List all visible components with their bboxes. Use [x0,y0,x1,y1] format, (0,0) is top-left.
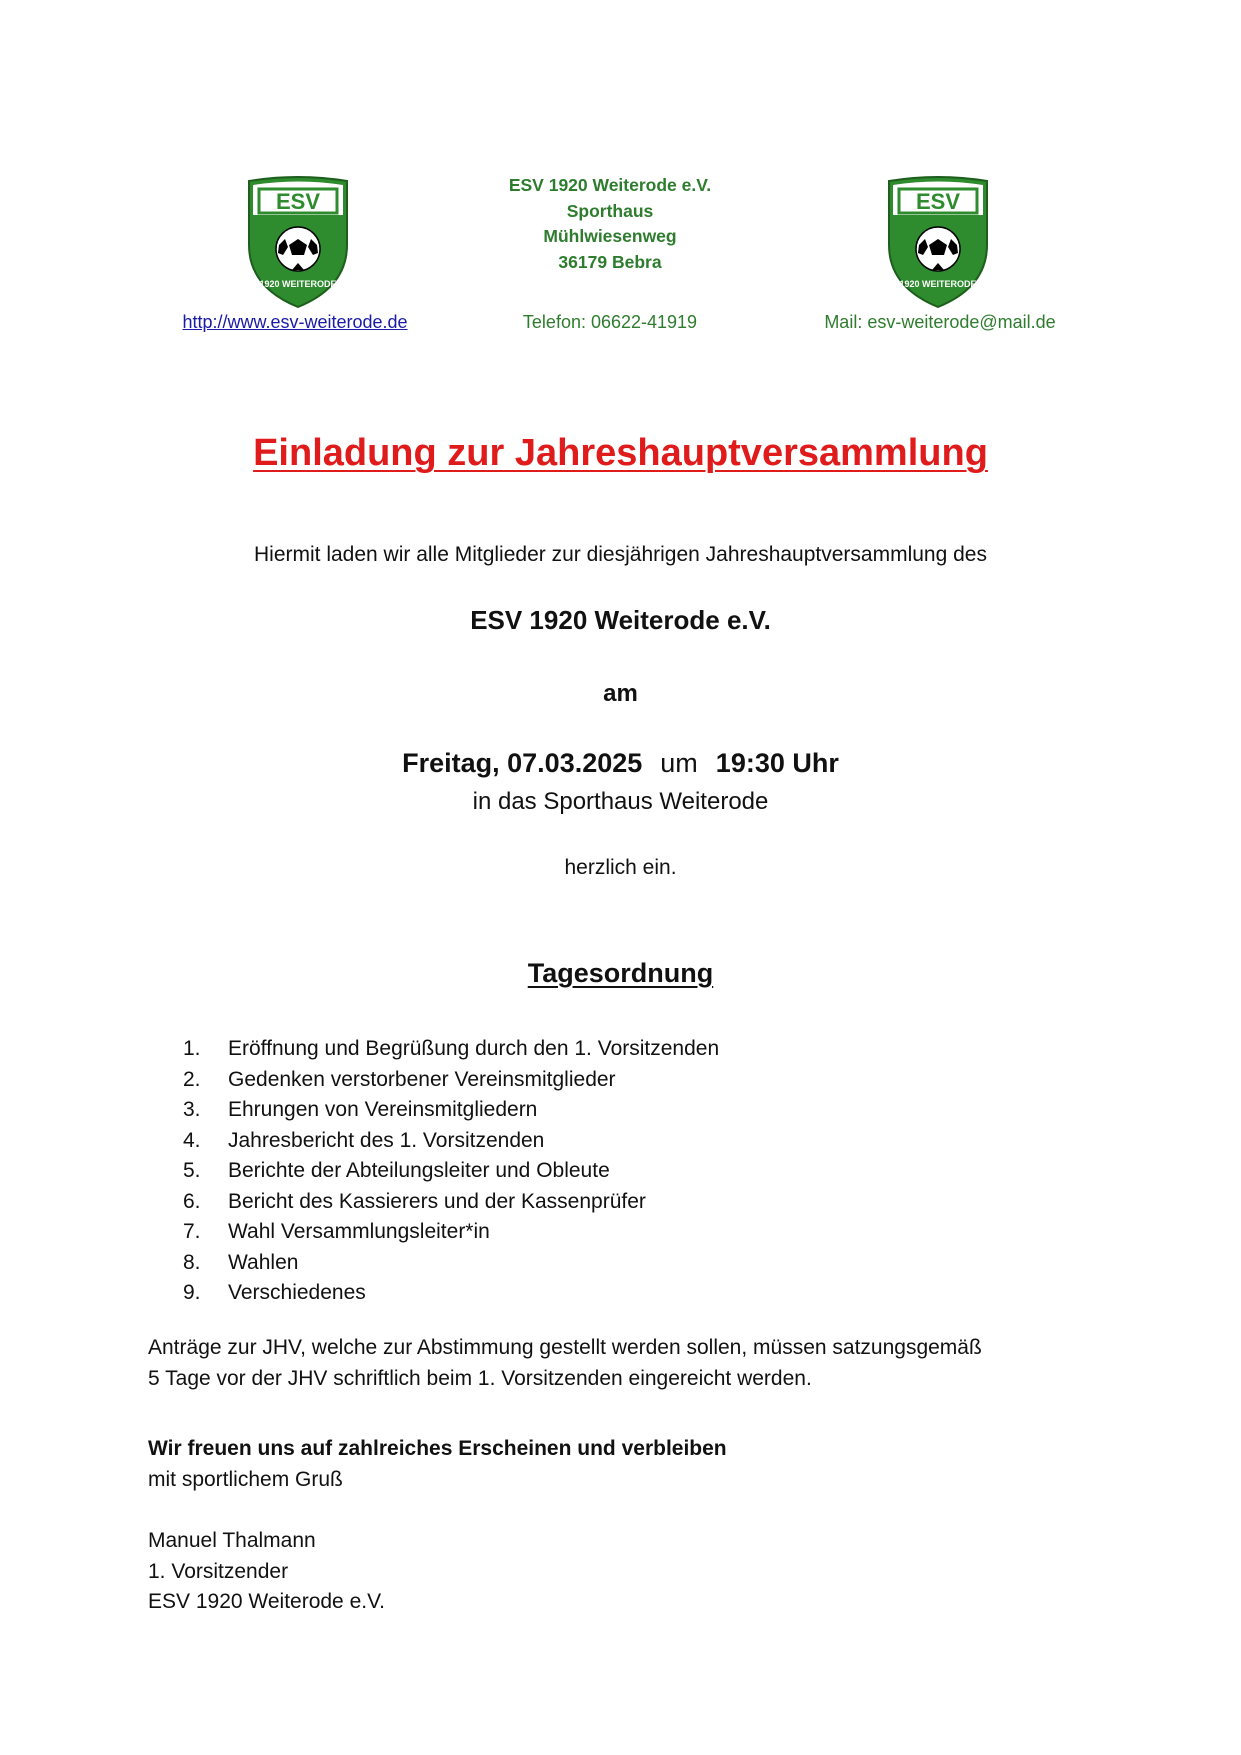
signature-club: ESV 1920 Weiterode e.V. [148,1590,385,1613]
signature-role: 1. Vorsitzender [148,1559,289,1583]
list-item [183,1034,719,1065]
agenda-text: Verschiedenes [228,1281,366,1304]
agenda-title: Tagesordnung [527,958,714,988]
agenda-number: 1. [183,1037,201,1060]
motion-note [148,1333,982,1394]
um-text: um [660,748,698,778]
agenda-number: 9. [183,1281,201,1304]
club-crest-icon [883,175,993,311]
agenda-number: 4. [183,1128,201,1152]
address-line-building: Sporthaus [566,200,654,221]
agenda-list [183,1034,719,1309]
intro-text: Hiermit laden wir alle Mitglieder zur diesjährigen Jahreshauptversammlung des [253,543,987,566]
website-link[interactable]: http://www.esv-weiterode.de [182,312,408,332]
meeting-date: Freitag, 07.03.2025 [402,748,643,778]
herzlich-text: herzlich ein. [564,856,677,879]
list-item [183,1095,719,1126]
list-item [183,1065,719,1096]
agenda-text: Eröffnung und Begrüßung durch den 1. Vorsitzenden [228,1037,720,1060]
agenda-number: 6. [183,1189,201,1213]
club-logo-left [243,175,353,311]
list-item [183,1248,719,1279]
closing-line-bold: Wir freuen uns auf zahlreiches Erscheinen und verbleiben [148,1437,727,1460]
club-logo-right [883,175,993,311]
agenda-text: Gedenken verstorbener Vereinsmitglieder [228,1067,616,1091]
agenda-number: 7. [183,1220,201,1243]
list-item [183,1156,719,1187]
closing-text [148,1434,727,1495]
agenda-number: 5. [183,1159,201,1182]
agenda-text: Wahl Versammlungsleiter*in [228,1220,490,1243]
club-crest-icon [243,175,353,311]
list-item [183,1126,719,1157]
club-name: ESV 1920 Weiterode e.V. [470,605,771,635]
agenda-text: Wahlen [228,1250,299,1274]
closing-line: mit sportlichem Gruß [148,1467,343,1491]
agenda-number: 3. [183,1098,201,1121]
address-line-city: 36179 Bebra [558,251,662,272]
meeting-venue: in das Sporthaus Weiterode [472,788,769,815]
svg-text:1920 WEITERODE: 1920 WEITERODE [259,279,337,289]
meeting-time: 19:30 Uhr [715,748,839,778]
agenda-text: Berichte der Abteilungsleiter und Obleute [228,1159,610,1182]
am-text: am [603,680,638,707]
svg-text:1920 WEITERODE: 1920 WEITERODE [899,279,977,289]
agenda-text: Ehrungen von Vereinsmitgliedern [228,1098,538,1121]
agenda-number: 2. [183,1067,201,1091]
address-line-street: Mühlwiesenweg [543,226,677,246]
signature-name: Manuel Thalmann [148,1529,316,1552]
list-item [183,1217,719,1248]
invitation-title: Einladung zur Jahreshauptversammlung [253,432,988,474]
list-item [183,1278,719,1309]
note-line: Anträge zur JHV, welche zur Abstimmung gestellt werden sollen, müssen satzungsgemäß [148,1336,982,1359]
note-line: 5 Tage vor der JHV schriftlich beim 1. Vorsitzenden eingereicht werden. [148,1366,812,1390]
svg-text:ESV: ESV [915,189,961,214]
signature-block [148,1526,385,1618]
agenda-text: Jahresbericht des 1. Vorsitzenden [228,1128,545,1152]
agenda-text: Bericht des Kassierers und der Kassenprüfer [228,1189,646,1213]
svg-text:ESV: ESV [275,189,321,214]
agenda-number: 8. [183,1250,201,1274]
meeting-datetime [0,748,1241,779]
club-address [460,173,760,275]
address-line-club: ESV 1920 Weiterode e.V. [508,175,712,195]
phone-number: Telefon: 06622-41919 [522,312,698,332]
mail-address: Mail: esv-weiterode@mail.de [824,312,1056,332]
list-item [183,1187,719,1218]
